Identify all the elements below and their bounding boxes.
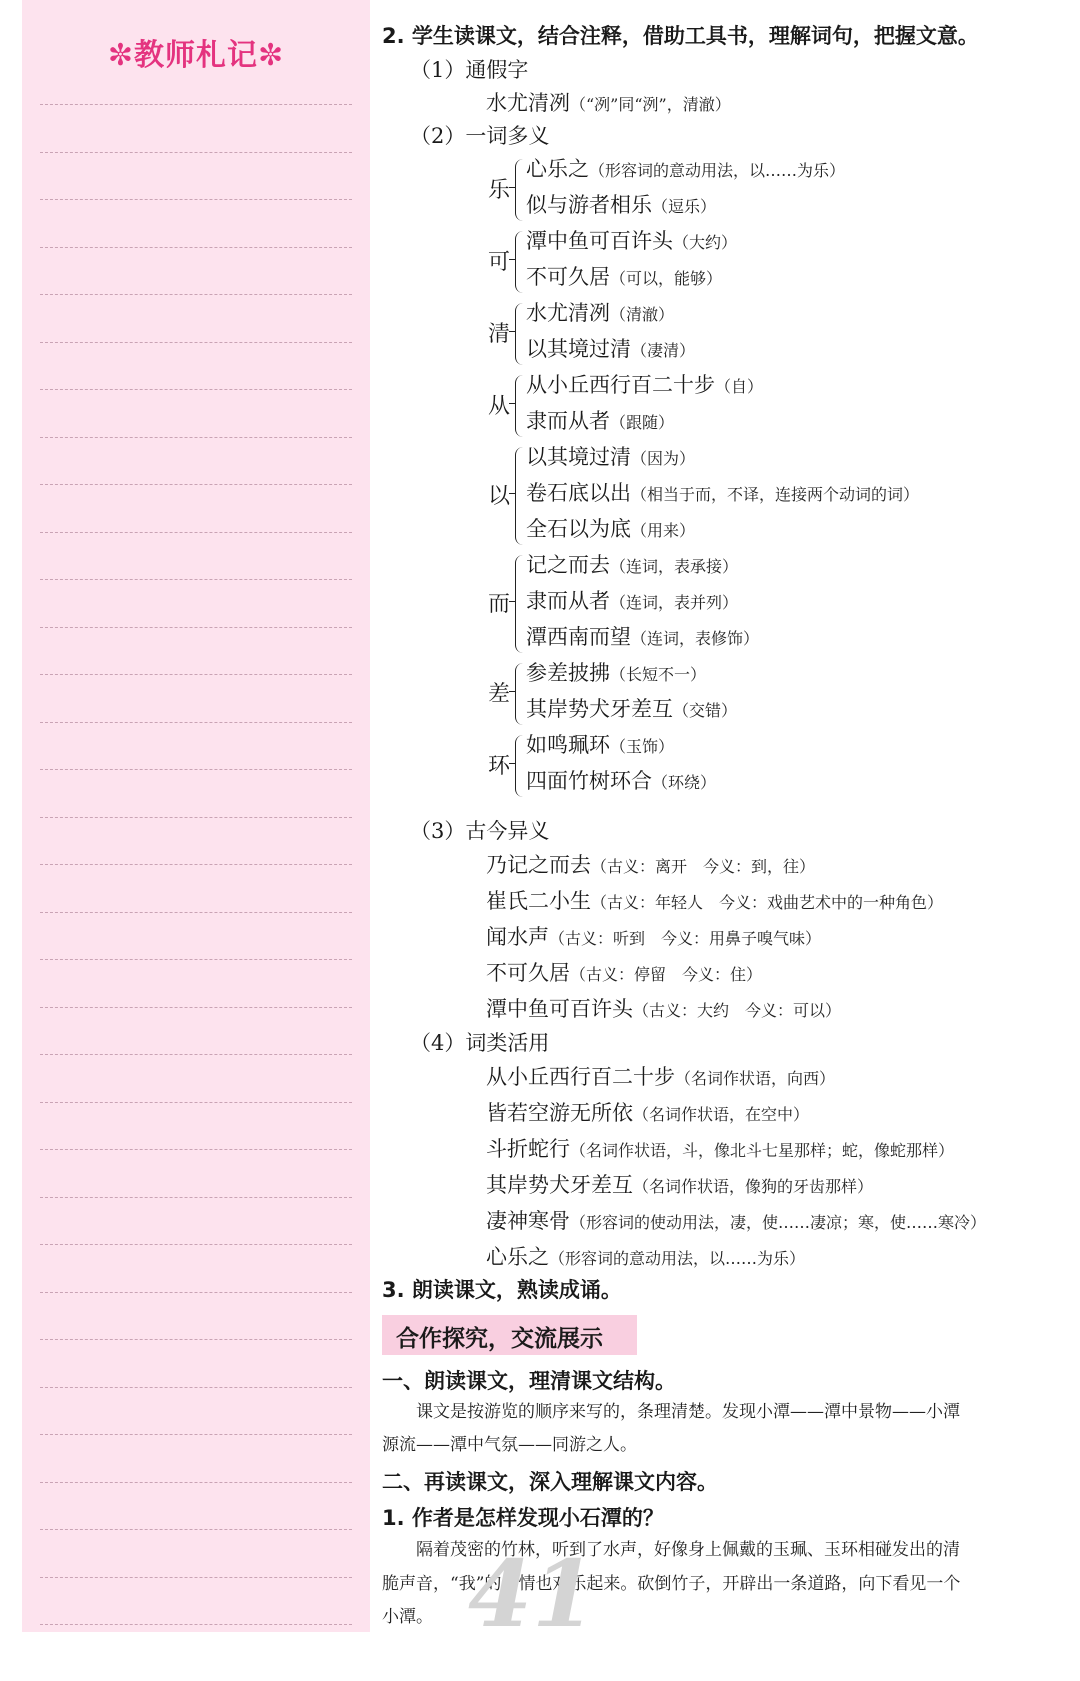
note-line	[40, 1054, 352, 1055]
example-text: 似与游者相乐	[526, 193, 652, 217]
example-text: 水尤清冽	[486, 91, 570, 115]
example-note: （自）	[715, 377, 764, 396]
example-note: （连词，表承接）	[610, 557, 739, 576]
brace-tip	[509, 403, 516, 404]
brace-tip	[509, 187, 516, 188]
example-text: 水尤清冽	[526, 301, 610, 325]
note-line	[40, 1102, 352, 1103]
example-text: 不可久居	[526, 265, 610, 289]
example-note: （可以，能够）	[610, 269, 723, 288]
example-text: 凄神寒骨	[486, 1209, 570, 1233]
brace-tip	[509, 493, 516, 494]
sub3-example	[486, 993, 841, 1023]
note-line	[40, 1339, 352, 1340]
part-1-paragraph-line: 源流——潭中气氛——同游之人。	[382, 1435, 637, 1455]
example-note: （凄清）	[631, 341, 696, 360]
note-line	[40, 1149, 352, 1150]
example-note: （逗乐）	[652, 197, 717, 216]
sub3-example	[486, 849, 815, 879]
sub-heading-cileihuoyong: （4）词类活用	[410, 1031, 550, 1055]
example-text: 如鸣珮环	[526, 733, 610, 757]
note-line	[40, 1529, 352, 1530]
brace	[515, 663, 523, 725]
example-note: （形容词的使动用法，凄，使……凄凉；寒，使……寒冷）	[570, 1213, 987, 1232]
example-text: 记之而去	[526, 553, 610, 577]
brace	[515, 231, 523, 293]
polysemy-example	[526, 297, 674, 327]
example-note: （古义：大约 今义：可以）	[633, 1001, 842, 1020]
polysemy-example	[526, 189, 716, 219]
note-line	[40, 674, 352, 675]
note-line	[40, 484, 352, 485]
polysemy-example	[526, 153, 845, 183]
polysemy-example	[526, 549, 738, 579]
polysemy-char: 环	[488, 754, 511, 779]
example-note: （相当于而，不译，连接两个动词的词）	[631, 485, 920, 504]
brace-tip	[509, 601, 516, 602]
polysemy-example	[526, 765, 716, 795]
example-text: 乃记之而去	[486, 853, 591, 877]
polysemy-example	[526, 369, 763, 399]
example-note: （长短不一）	[610, 665, 707, 684]
sub3-example	[486, 885, 943, 915]
note-line	[40, 579, 352, 580]
example-note: （名词作状语，像狗的牙齿那样）	[633, 1177, 874, 1196]
note-line	[40, 104, 352, 105]
note-line	[40, 959, 352, 960]
polysemy-example	[526, 225, 737, 255]
main-content	[382, 0, 1072, 1681]
note-line	[40, 1007, 352, 1008]
example-text: 隶而从者	[526, 589, 610, 613]
brace	[515, 375, 523, 437]
sub-heading-yiciduoyi: （2）一词多义	[410, 124, 550, 148]
note-line	[40, 1577, 352, 1578]
sub4-example	[486, 1241, 805, 1271]
note-line	[40, 199, 352, 200]
example-note: （名词作状语，在空中）	[633, 1105, 810, 1124]
note-line	[40, 769, 352, 770]
polysemy-char: 乐	[488, 178, 511, 203]
note-line	[40, 247, 352, 248]
example-text: 以其境过清	[526, 445, 631, 469]
polysemy-char: 可	[488, 250, 511, 275]
example-text: 不可久居	[486, 961, 570, 985]
example-note: （连词，表并列）	[610, 593, 739, 612]
polysemy-char: 而	[488, 592, 511, 617]
answer-paragraph-line: 小潭。	[382, 1607, 433, 1627]
sub-heading-gujinyiyi: （3）古今异义	[410, 819, 550, 843]
part-2-heading: 二、再读课文，深入理解课文内容。	[382, 1470, 718, 1494]
sub4-example	[486, 1169, 873, 1199]
answer-paragraph-line: 脆声音，“我”的心情也欢乐起来。砍倒竹子，开辟出一条道路，向下看见一个	[382, 1574, 961, 1594]
brace	[515, 159, 523, 221]
question-1: 1. 作者是怎样发现小石潭的？	[382, 1506, 664, 1530]
note-line	[40, 294, 352, 295]
polysemy-example	[526, 513, 695, 543]
example-note: （大约）	[673, 233, 738, 252]
polysemy-example	[526, 477, 919, 507]
example-note: （环绕）	[652, 773, 717, 792]
note-line	[40, 342, 352, 343]
section-banner	[382, 1315, 637, 1355]
example-note: （玉饰）	[610, 737, 675, 756]
sub3-example	[486, 957, 762, 987]
note-line	[40, 1244, 352, 1245]
sub4-example	[486, 1133, 954, 1163]
brace-tip	[509, 331, 516, 332]
note-line	[40, 1292, 352, 1293]
polysemy-example	[526, 657, 706, 687]
example-note: （古义：离开 今义：到，往）	[591, 857, 816, 876]
answer-paragraph-line: 隔着茂密的竹林，听到了水声，好像身上佩戴的玉珮、玉环相碰发出的清	[382, 1540, 960, 1560]
section-3-heading: 3. 朗读课文，熟读成诵。	[382, 1278, 622, 1302]
brace-tip	[509, 691, 516, 692]
example-text: 以其境过清	[526, 337, 631, 361]
example-note: （清澈）	[610, 305, 675, 324]
example-note: （古义：年轻人 今义：戏曲艺术中的一种角色）	[591, 893, 944, 912]
brace	[515, 555, 523, 653]
example-text: 其岸势犬牙差互	[526, 697, 673, 721]
polysemy-example	[526, 405, 674, 435]
note-line	[40, 152, 352, 153]
polysemy-char: 以	[488, 484, 511, 509]
note-line	[40, 1482, 352, 1483]
tongjiazi-example	[486, 87, 731, 117]
example-text: 从小丘西行百二十步	[526, 373, 715, 397]
example-text: 全石以为底	[526, 517, 631, 541]
example-note: （古义：听到 今义：用鼻子嗅气味）	[549, 929, 822, 948]
polysemy-example	[526, 693, 737, 723]
sub4-example	[486, 1205, 986, 1235]
note-line	[40, 912, 352, 913]
example-note: （名词作状语，向西）	[675, 1069, 836, 1088]
example-text: 参差披拂	[526, 661, 610, 685]
brace	[515, 303, 523, 365]
example-text: 潭西南而望	[526, 625, 631, 649]
section-banner-title: 合作探究，交流展示	[396, 1326, 603, 1352]
example-text: 从小丘西行百二十步	[486, 1065, 675, 1089]
note-line	[40, 1387, 352, 1388]
polysemy-char: 从	[488, 394, 511, 419]
example-text: 卷石底以出	[526, 481, 631, 505]
example-note: （形容词的意动用法，以……为乐）	[589, 161, 846, 180]
example-text: 隶而从者	[526, 409, 610, 433]
example-note: （古义：停留 今义：住）	[570, 965, 763, 984]
polysemy-char: 清	[488, 322, 511, 347]
example-text: 潭中鱼可百许头	[486, 997, 633, 1021]
note-line	[40, 389, 352, 390]
sub4-example	[486, 1061, 835, 1091]
example-text: 斗折蛇行	[486, 1137, 570, 1161]
part-1-paragraph-line: 课文是按游览的顺序来写的，条理清楚。发现小潭——潭中景物——小潭	[382, 1402, 960, 1422]
example-text: 潭中鱼可百许头	[526, 229, 673, 253]
example-text: 心乐之	[486, 1245, 549, 1269]
note-line	[40, 1197, 352, 1198]
example-note: （跟随）	[610, 413, 675, 432]
note-line	[40, 817, 352, 818]
example-note: （名词作状语，斗，像北斗七星那样；蛇，像蛇那样）	[570, 1141, 955, 1160]
example-note: （用来）	[631, 521, 696, 540]
note-line	[40, 1624, 352, 1625]
page-number: 41	[468, 1540, 597, 1648]
polysemy-char: 差	[488, 682, 511, 707]
example-text: 闻水声	[486, 925, 549, 949]
note-line	[40, 437, 352, 438]
sub4-example	[486, 1097, 809, 1127]
example-note: （“冽”同“洌”，清澈）	[570, 95, 731, 114]
polysemy-example	[526, 621, 759, 651]
polysemy-example	[526, 261, 722, 291]
polysemy-example	[526, 585, 738, 615]
example-text: 心乐之	[526, 157, 589, 181]
sub-heading-tongjiazi: （1）通假字	[410, 58, 529, 82]
brace	[515, 735, 523, 797]
teacher-notes-sidebar	[22, 0, 370, 1632]
note-line	[40, 1434, 352, 1435]
example-note: （形容词的意动用法，以……为乐）	[549, 1249, 806, 1268]
note-line	[40, 722, 352, 723]
polysemy-example	[526, 333, 695, 363]
note-line	[40, 532, 352, 533]
polysemy-example	[526, 441, 695, 471]
example-text: 崔氏二小生	[486, 889, 591, 913]
polysemy-example	[526, 729, 674, 759]
example-text: 其岸势犬牙差互	[486, 1173, 633, 1197]
brace	[515, 447, 523, 545]
sub3-example	[486, 921, 821, 951]
example-text: 四面竹树环合	[526, 769, 652, 793]
note-line	[40, 864, 352, 865]
section-2-heading: 2. 学生读课文，结合注释，借助工具书，理解词句，把握文意。	[382, 24, 979, 48]
example-note: （交错）	[673, 701, 738, 720]
example-note: （因为）	[631, 449, 696, 468]
note-line	[40, 627, 352, 628]
brace-tip	[509, 259, 516, 260]
example-text: 皆若空游无所依	[486, 1101, 633, 1125]
sidebar-title: ✼教师札记✼	[107, 38, 285, 73]
example-note: （连词，表修饰）	[631, 629, 760, 648]
brace-tip	[509, 763, 516, 764]
part-1-heading: 一、朗读课文，理清课文结构。	[382, 1369, 676, 1393]
